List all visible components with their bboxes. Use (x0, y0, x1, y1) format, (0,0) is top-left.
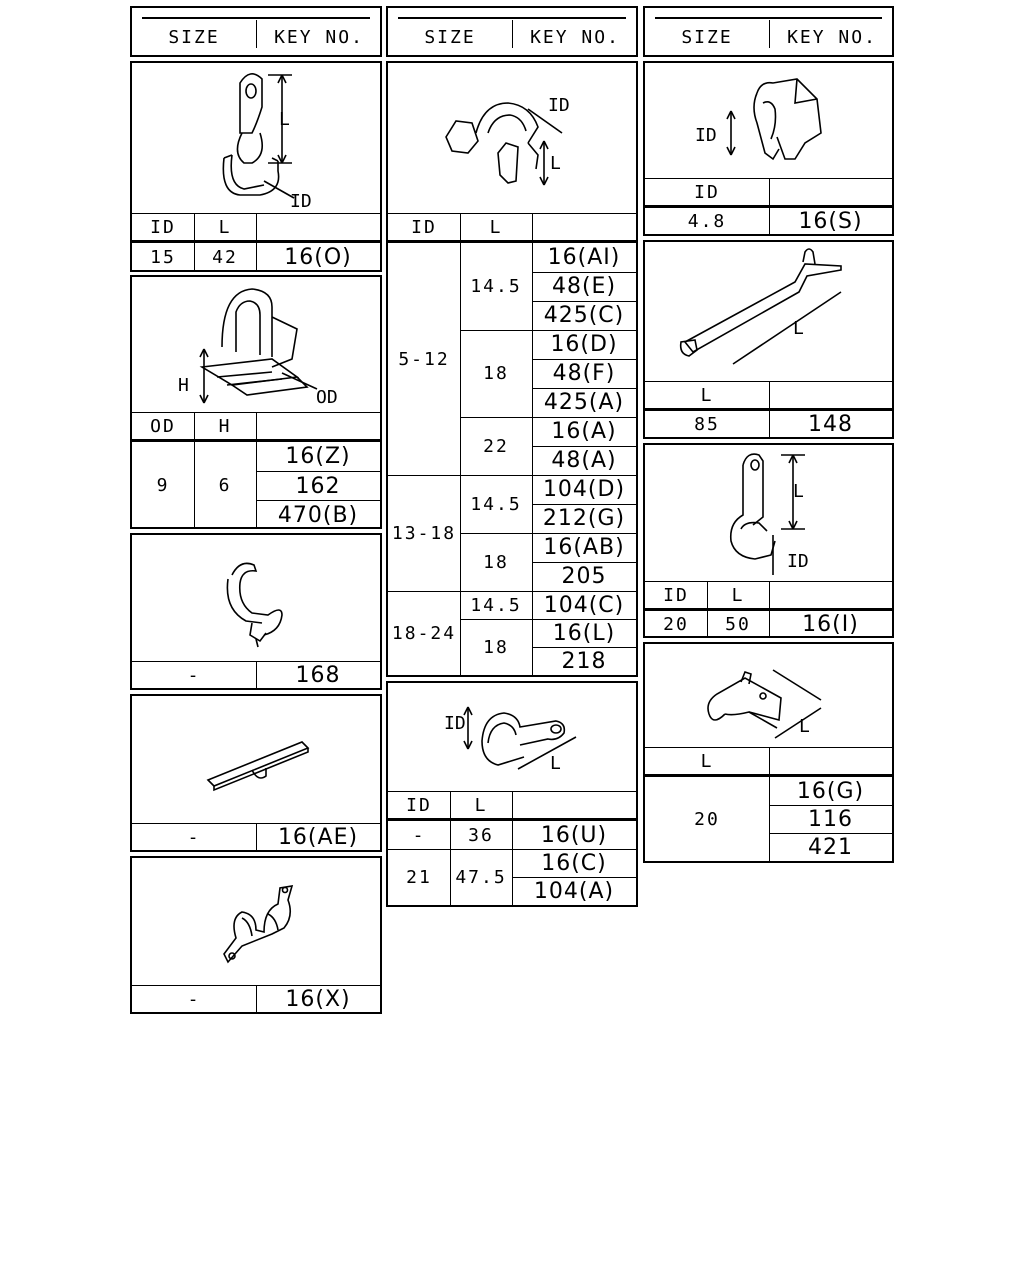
svg-text:L: L (793, 481, 804, 502)
key-number: 218 (561, 648, 607, 674)
value-id: 20 (663, 613, 689, 635)
value-od: 9 (156, 474, 170, 496)
col-label-od: OD (150, 415, 176, 437)
rule (194, 412, 195, 527)
col-label-l: L (474, 794, 488, 816)
value-l: 36 (468, 824, 494, 846)
col-label-id: ID (406, 794, 432, 816)
rule (256, 412, 257, 527)
hook-clip-drawing (132, 535, 380, 660)
part-panel-clip-od (130, 275, 382, 529)
value-id: 13-18 (391, 522, 457, 544)
header-rule (398, 17, 626, 19)
rule (256, 823, 257, 851)
bent-bracket-drawing (645, 644, 892, 748)
part-panel-push-clip (643, 61, 894, 236)
size-dash: - (187, 827, 201, 848)
header-col2 (386, 6, 638, 57)
value-l: 18 (483, 551, 509, 573)
col-label-id: ID (694, 181, 720, 203)
key-number: 16(D) (550, 332, 618, 357)
saddle-clip-drawing (388, 63, 636, 213)
push-clip-drawing (645, 63, 892, 178)
col-label-h: H (218, 415, 232, 437)
rule (769, 381, 770, 437)
svg-text:ID: ID (444, 713, 466, 734)
key-number: 425(C) (543, 303, 625, 328)
rule (256, 985, 257, 1013)
rule (769, 747, 770, 861)
value-l: 42 (212, 246, 238, 268)
key-number: 48(E) (551, 274, 617, 299)
key-number: 148 (808, 411, 853, 437)
value-l: 14.5 (470, 276, 522, 297)
value-l: 85 (694, 413, 720, 435)
svg-text:OD: OD (316, 387, 338, 408)
header-size: SIZE (424, 26, 476, 48)
col-label-id: ID (411, 216, 437, 238)
header-divider (256, 20, 257, 48)
svg-text:L: L (550, 153, 561, 174)
col-label-l: L (700, 384, 714, 406)
key-number: 116 (808, 806, 853, 832)
header-rule (655, 17, 882, 19)
rule (256, 213, 257, 270)
value-l: 14.5 (470, 493, 522, 515)
long-strap-drawing (645, 242, 892, 382)
header-col3 (643, 6, 894, 57)
part-panel-loop-clamp (643, 443, 894, 638)
key-number: 104(C) (543, 592, 625, 618)
key-number: 16(A) (551, 419, 617, 444)
key-number: 168 (295, 663, 341, 688)
key-number: 16(AE) (277, 825, 359, 850)
value-l: 47.5 (455, 866, 507, 888)
rule (512, 791, 513, 905)
key-number: 16(I) (802, 611, 859, 637)
part-panel-hook-clip (130, 533, 382, 690)
key-number: 425(A) (543, 390, 625, 415)
key-number: 162 (295, 473, 341, 499)
key-number: 104(D) (542, 477, 626, 502)
flat-strap-drawing (132, 696, 380, 821)
svg-text:ID: ID (548, 95, 570, 116)
header-rule (142, 17, 370, 19)
part-panel-double-clamp (130, 856, 382, 1014)
rule (460, 213, 461, 675)
key-number: 16(L) (552, 620, 616, 646)
value-id: 15 (150, 246, 176, 268)
value-id: 4.8 (687, 211, 727, 232)
rule (450, 791, 451, 905)
svg-text:ID: ID (290, 191, 312, 212)
part-panel-clamp-tab (130, 61, 382, 272)
clip-od-drawing (132, 277, 380, 412)
header-divider (512, 20, 513, 48)
header-key-no: KEY NO. (787, 26, 877, 48)
value-id: 18-24 (391, 622, 457, 644)
key-number: 16(AB) (543, 535, 625, 560)
rule (194, 213, 195, 270)
col-label-id: ID (663, 584, 689, 606)
header-size: SIZE (168, 26, 220, 48)
header-size: SIZE (681, 26, 733, 48)
col-label-l: L (731, 584, 745, 606)
key-number: 205 (561, 564, 607, 589)
key-number: 48(F) (552, 361, 616, 386)
value-id: 5-12 (398, 348, 450, 370)
key-number: 48(A) (551, 448, 617, 473)
part-panel-long-strap (643, 240, 894, 439)
col-label-l: L (218, 216, 232, 238)
header-col1 (130, 6, 382, 57)
size-dash: - (187, 989, 201, 1010)
svg-text:ID: ID (695, 125, 717, 146)
key-number: 16(U) (540, 822, 608, 848)
value-l: 22 (483, 435, 509, 457)
part-panel-p-clip (386, 681, 638, 907)
key-number: 16(X) (285, 987, 351, 1012)
col-label-id: ID (150, 216, 176, 238)
col-label-l: L (489, 216, 503, 238)
header-divider (769, 20, 770, 48)
value-id: - (412, 824, 426, 846)
col-label-l: L (700, 750, 714, 772)
clamp-tab-drawing (132, 63, 380, 213)
value-h: 6 (218, 474, 232, 496)
key-number: 421 (808, 834, 853, 860)
p-clip-drawing (388, 683, 636, 791)
key-number: 104(A) (533, 878, 615, 904)
value-id: 21 (406, 866, 432, 888)
key-number: 16(C) (541, 850, 607, 876)
rule (532, 213, 533, 675)
key-number: 16(S) (798, 209, 863, 234)
svg-text:L: L (793, 318, 804, 339)
key-number: 16(O) (284, 244, 352, 270)
header-key-no: KEY NO. (530, 26, 620, 48)
key-number: 470(B) (277, 502, 359, 528)
value-l: 50 (725, 613, 751, 635)
header-key-no: KEY NO. (274, 26, 364, 48)
value-l: 18 (483, 636, 509, 658)
loop-clamp-drawing (645, 445, 892, 580)
rule (769, 178, 770, 235)
key-number: 16(AI) (547, 245, 621, 270)
value-l: 20 (694, 808, 720, 830)
svg-text:L: L (550, 753, 561, 774)
svg-text:ID: ID (787, 551, 809, 572)
double-clamp-drawing (132, 858, 380, 983)
value-l: 14.5 (470, 594, 522, 616)
part-panel-bent-bracket (643, 642, 894, 863)
part-panel-flat-strap (130, 694, 382, 852)
part-panel-saddle-clip (386, 61, 638, 677)
svg-text:H: H (178, 375, 189, 396)
rule (256, 661, 257, 689)
svg-text:L: L (799, 716, 810, 737)
svg-text:L: L (279, 109, 290, 130)
value-l: 18 (483, 363, 509, 384)
size-dash: - (187, 665, 201, 686)
key-number: 212(G) (542, 506, 626, 531)
key-number: 16(Z) (285, 443, 351, 469)
key-number: 16(G) (796, 778, 865, 804)
rule (707, 581, 708, 637)
rule (769, 581, 770, 637)
